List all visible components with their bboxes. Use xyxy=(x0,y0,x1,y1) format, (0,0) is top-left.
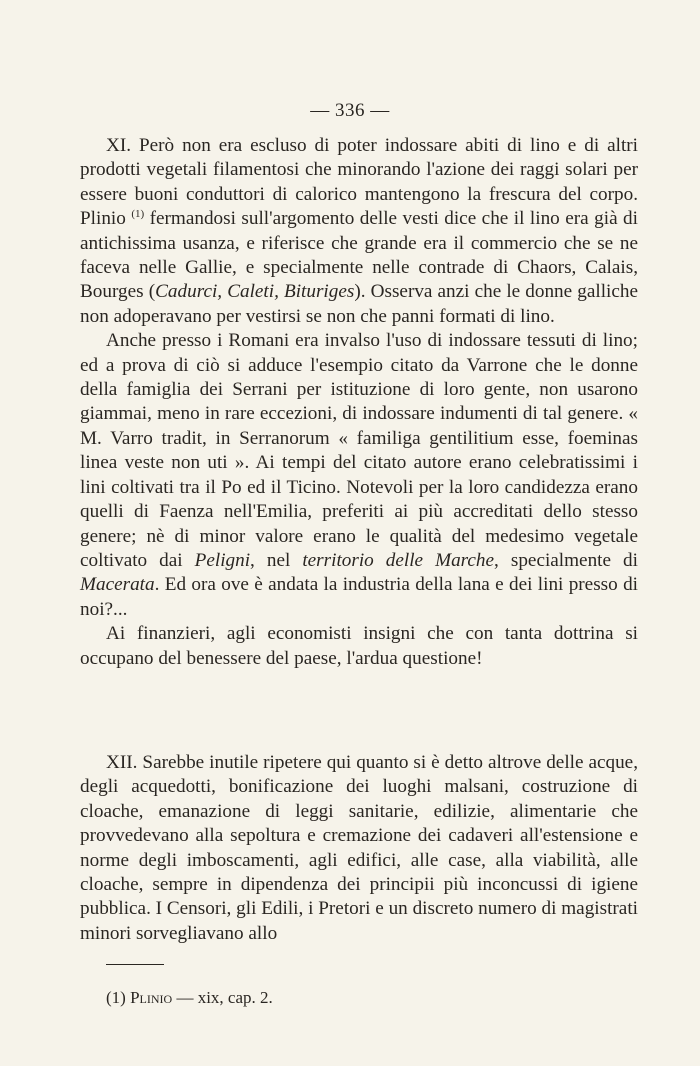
paragraph-xi-2-text-d: . Ed ora ove è andata la industria della lana e dei lini presso di noi?... xyxy=(80,574,638,620)
paragraph-xi-2-text-b: , nel xyxy=(250,549,303,571)
paragraph-xi-2 xyxy=(80,329,638,622)
paragraph-xi-1 xyxy=(80,134,638,329)
paragraph-xi-2-text-a: Anche presso i Romani era invalso l'uso di indossare tessuti di lino; ed a prova di ciò si adduce l'esempio citato da Varrone che le donne della famiglia dei Serrani per istituzione di loro gente, non usarono giammai, meno in rare eccezioni, di indossare indumenti di tal genere. « M. Varro tradit, in Serranorum « familiga gentilitium esse, foeminas linea veste non uti ». Ai tempi del citato autore erano celebratissimi i lini coltivati tra il Po ed il Ticino. Notevoli per la loro candidezza erano quelli di Faenza nell'Emilia, preferiti ai più accreditati dello stesso genere; nè di minor valore erano le qualità del medesimo vegetale coltivato dai xyxy=(80,330,638,571)
footnote-author: Plinio xyxy=(130,988,173,1007)
italic-peligni: Peligni xyxy=(194,549,251,571)
paragraph-xi-1-text-a: XI. Però non era escluso di poter indossare abiti di lino e di altri prodotti vegetali filamentosi che minorando l'azione dei raggi solari per essere buoni conduttori di calorico mantengono la frescura del corpo. Plinio xyxy=(80,135,638,230)
latin-names: Cadurci, Caleti, Bituriges xyxy=(155,281,355,303)
paragraph-xi-3: Ai finanzieri, agli economisti insigni che con tanta dottrina si occupano del benessere del paese, l'ardua questione! xyxy=(80,623,638,669)
footnote-marker: (1) xyxy=(106,988,126,1007)
footnote-divider xyxy=(106,964,164,965)
footnote-reference: (1) xyxy=(131,208,145,221)
footnote xyxy=(106,988,273,1008)
italic-territorio: territorio delle Marche xyxy=(302,549,495,571)
page-number: — 336 — xyxy=(310,100,390,121)
paragraph-xii-1: XII. Sarebbe inutile ripetere qui quanto si è detto altrove delle acque, degli acquedotti, bonificazione dei luoghi malsani, costruzione di cloache, emanazione di leggi sanitarie, edilizie, alimentarie che provvedevano alla sepoltura e cremazione dei cadaveri all'estensione e norme degli imboscamenti, agli edifici, alle case, alla viabilità, alle cloache, sempre in dipendenza dei principii più inconcussi di igiene pubblica. I Censori, gli Edili, i Pretori e un discreto numero di magistrati minori sorvegliavano allo xyxy=(80,752,638,944)
paragraph-xi-1-text-c: ). Osserva anzi che le donne galliche non adoperavano per vestirsi se non che panni formati di lino. xyxy=(80,281,639,327)
paragraph-xi-1-text-b: fermandosi sull'argomento delle vesti dice che il lino era già di antichissima usanza, e riferisce che grande era il commercio che se ne faceva nelle Gallie, e specialmente nelle contrade di Chaors, Calais, Bourges ( xyxy=(80,208,638,303)
section-xi xyxy=(80,134,638,671)
paragraph-xi-2-text-c: , specialmente di xyxy=(494,549,638,571)
section-xii xyxy=(80,751,638,946)
italic-macerata: Macerata xyxy=(80,574,155,596)
footnote-text: — xix, cap. 2. xyxy=(176,988,273,1007)
